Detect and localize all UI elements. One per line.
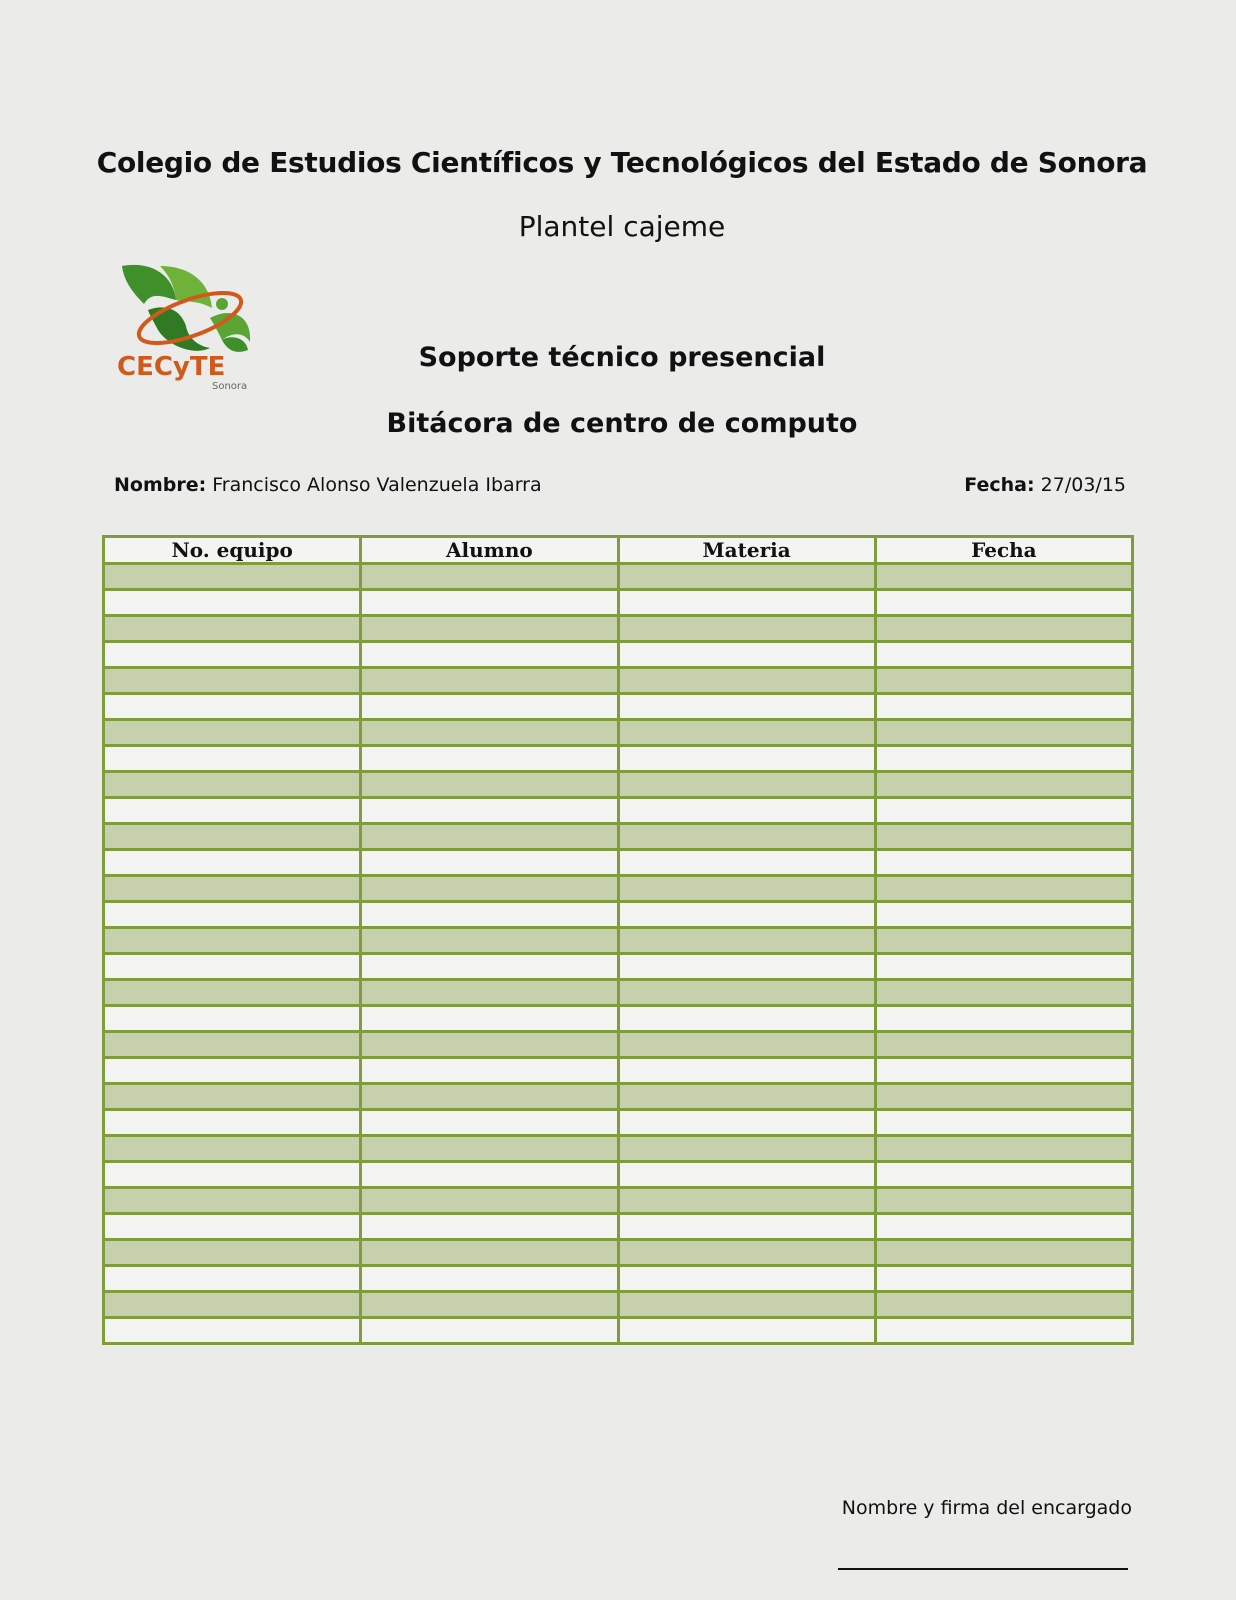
table-row	[104, 1162, 1133, 1188]
table-row	[104, 1058, 1133, 1084]
table-cell[interactable]	[104, 616, 361, 642]
table-row	[104, 1084, 1133, 1110]
logo-region-text: Sonora	[212, 381, 248, 392]
table-cell[interactable]	[618, 902, 875, 928]
signature-label: Nombre y firma del encargado	[841, 1497, 1132, 1519]
table-cell[interactable]	[104, 1292, 361, 1318]
table-cell[interactable]	[618, 798, 875, 824]
table-row	[104, 824, 1133, 850]
table-cell[interactable]	[361, 1292, 618, 1318]
table-cell[interactable]	[361, 798, 618, 824]
table-cell[interactable]	[618, 1214, 875, 1240]
table-cell[interactable]	[361, 928, 618, 954]
table-row	[104, 850, 1133, 876]
table-cell[interactable]	[875, 590, 1132, 616]
table-cell[interactable]	[361, 616, 618, 642]
table-cell[interactable]	[618, 954, 875, 980]
table-cell[interactable]	[875, 720, 1132, 746]
log-table	[102, 535, 1134, 1345]
table-cell[interactable]	[104, 590, 361, 616]
name-label: Nombre:	[114, 474, 207, 496]
table-cell[interactable]	[875, 980, 1132, 1006]
table-cell[interactable]	[104, 1214, 361, 1240]
table-cell[interactable]	[618, 1084, 875, 1110]
table-cell[interactable]	[361, 1240, 618, 1266]
table-row	[104, 1214, 1133, 1240]
column-header-materia: Materia	[618, 537, 875, 564]
table-cell[interactable]	[875, 1136, 1132, 1162]
table-cell[interactable]	[618, 1110, 875, 1136]
table-cell[interactable]	[361, 902, 618, 928]
table-cell[interactable]	[361, 668, 618, 694]
table-cell[interactable]	[875, 694, 1132, 720]
table-cell[interactable]	[104, 720, 361, 746]
table-cell[interactable]	[104, 694, 361, 720]
table-cell[interactable]	[104, 980, 361, 1006]
table-cell[interactable]	[104, 876, 361, 902]
table-cell[interactable]	[361, 1318, 618, 1344]
table-row	[104, 720, 1133, 746]
table-cell[interactable]	[104, 1318, 361, 1344]
table-cell[interactable]	[618, 1318, 875, 1344]
table-cell[interactable]	[104, 1162, 361, 1188]
table-cell[interactable]	[104, 928, 361, 954]
table-cell[interactable]	[618, 1240, 875, 1266]
table-cell[interactable]	[361, 850, 618, 876]
table-cell[interactable]	[875, 1214, 1132, 1240]
name-field	[114, 474, 542, 496]
table-row	[104, 564, 1133, 590]
table-row	[104, 1006, 1133, 1032]
table-cell[interactable]	[104, 1058, 361, 1084]
log-heading: Bitácora de centro de computo	[386, 408, 858, 439]
table-cell[interactable]	[875, 850, 1132, 876]
table-cell[interactable]	[875, 902, 1132, 928]
table-cell[interactable]	[104, 1188, 361, 1214]
table-row	[104, 980, 1133, 1006]
table-row	[104, 668, 1133, 694]
table-cell[interactable]	[104, 564, 361, 590]
table-cell[interactable]	[618, 720, 875, 746]
table-row	[104, 616, 1133, 642]
table-cell[interactable]	[618, 668, 875, 694]
table-cell[interactable]	[618, 928, 875, 954]
table-cell[interactable]	[618, 1162, 875, 1188]
table-row	[104, 694, 1133, 720]
date-field	[964, 474, 1126, 496]
table-cell[interactable]	[104, 1110, 361, 1136]
cecyte-logo-graphic	[114, 260, 264, 400]
table-cell[interactable]	[875, 1084, 1132, 1110]
campus-subtitle: Plantel cajeme	[518, 210, 726, 243]
table-cell[interactable]	[361, 1006, 618, 1032]
table-cell[interactable]	[361, 590, 618, 616]
table-cell[interactable]	[104, 850, 361, 876]
table-cell[interactable]	[618, 1188, 875, 1214]
table-cell[interactable]	[875, 1110, 1132, 1136]
table-cell[interactable]	[104, 824, 361, 850]
log-table-body	[104, 564, 1133, 1344]
table-row	[104, 1266, 1133, 1292]
table-cell[interactable]	[361, 772, 618, 798]
table-row	[104, 1292, 1133, 1318]
table-cell[interactable]	[618, 1136, 875, 1162]
table-cell[interactable]	[618, 642, 875, 668]
table-cell[interactable]	[361, 1162, 618, 1188]
table-cell[interactable]	[104, 1136, 361, 1162]
table-cell[interactable]	[618, 772, 875, 798]
table-row	[104, 954, 1133, 980]
table-cell[interactable]	[875, 798, 1132, 824]
cecyte-logo	[114, 260, 264, 400]
table-cell[interactable]	[618, 746, 875, 772]
table-cell[interactable]	[875, 616, 1132, 642]
table-row	[104, 1136, 1133, 1162]
column-header-equipo: No. equipo	[104, 537, 361, 564]
table-cell[interactable]	[875, 564, 1132, 590]
table-cell[interactable]	[361, 1110, 618, 1136]
table-cell[interactable]	[875, 1058, 1132, 1084]
table-cell[interactable]	[104, 746, 361, 772]
table-cell[interactable]	[875, 1318, 1132, 1344]
table-cell[interactable]	[361, 642, 618, 668]
table-cell[interactable]	[361, 1266, 618, 1292]
table-cell[interactable]	[104, 798, 361, 824]
table-cell[interactable]	[618, 616, 875, 642]
table-cell[interactable]	[618, 694, 875, 720]
table-cell[interactable]	[875, 824, 1132, 850]
table-cell[interactable]	[875, 1240, 1132, 1266]
table-cell[interactable]	[875, 1266, 1132, 1292]
table-cell[interactable]	[875, 746, 1132, 772]
logo-brand-text: CECyTE	[117, 352, 226, 382]
table-cell[interactable]	[104, 1084, 361, 1110]
table-row	[104, 928, 1133, 954]
table-row	[104, 1240, 1133, 1266]
table-cell[interactable]	[361, 1084, 618, 1110]
table-cell[interactable]	[361, 720, 618, 746]
table-cell[interactable]	[618, 824, 875, 850]
table-cell[interactable]	[875, 642, 1132, 668]
table-cell[interactable]	[361, 1214, 618, 1240]
table-cell[interactable]	[361, 1058, 618, 1084]
date-label: Fecha:	[964, 474, 1035, 496]
column-header-fecha: Fecha	[875, 537, 1132, 564]
table-cell[interactable]	[618, 1266, 875, 1292]
table-cell[interactable]	[361, 980, 618, 1006]
table-cell[interactable]	[618, 1058, 875, 1084]
table-cell[interactable]	[618, 1006, 875, 1032]
table-cell[interactable]	[875, 772, 1132, 798]
table-row	[104, 642, 1133, 668]
table-cell[interactable]	[875, 928, 1132, 954]
table-cell[interactable]	[618, 1032, 875, 1058]
table-cell[interactable]	[104, 642, 361, 668]
table-cell[interactable]	[361, 694, 618, 720]
table-cell[interactable]	[875, 876, 1132, 902]
date-value: 27/03/15	[1040, 474, 1126, 496]
table-cell[interactable]	[618, 564, 875, 590]
table-row	[104, 902, 1133, 928]
signature-line[interactable]	[838, 1568, 1128, 1570]
table-cell[interactable]	[361, 1032, 618, 1058]
table-cell[interactable]	[618, 850, 875, 876]
table-cell[interactable]	[361, 1188, 618, 1214]
table-cell[interactable]	[361, 746, 618, 772]
table-row	[104, 1110, 1133, 1136]
table-row	[104, 1032, 1133, 1058]
table-cell[interactable]	[875, 954, 1132, 980]
table-cell[interactable]	[104, 1240, 361, 1266]
table-row	[104, 798, 1133, 824]
table-cell[interactable]	[361, 1136, 618, 1162]
table-cell[interactable]	[104, 954, 361, 980]
name-value: Francisco Alonso Valenzuela Ibarra	[212, 474, 542, 496]
table-cell[interactable]	[875, 668, 1132, 694]
table-row	[104, 876, 1133, 902]
table-header-row	[104, 537, 1133, 564]
table-cell[interactable]	[104, 772, 361, 798]
table-cell[interactable]	[361, 876, 618, 902]
table-cell[interactable]	[618, 980, 875, 1006]
table-row	[104, 772, 1133, 798]
column-header-alumno: Alumno	[361, 537, 618, 564]
table-cell[interactable]	[618, 876, 875, 902]
table-row	[104, 1318, 1133, 1344]
table-cell[interactable]	[361, 954, 618, 980]
table-row	[104, 746, 1133, 772]
table-cell[interactable]	[875, 1292, 1132, 1318]
table-row	[104, 1188, 1133, 1214]
table-cell[interactable]	[618, 1292, 875, 1318]
table-cell[interactable]	[875, 1032, 1132, 1058]
table-cell[interactable]	[104, 1032, 361, 1058]
institution-title: Colegio de Estudios Científicos y Tecnológicos del Estado de Sonora	[96, 146, 1148, 179]
table-cell[interactable]	[875, 1006, 1132, 1032]
table-cell[interactable]	[104, 1006, 361, 1032]
table-row	[104, 590, 1133, 616]
table-cell[interactable]	[104, 902, 361, 928]
table-cell[interactable]	[875, 1188, 1132, 1214]
table-cell[interactable]	[875, 1162, 1132, 1188]
service-heading: Soporte técnico presencial	[418, 342, 826, 373]
table-cell[interactable]	[618, 590, 875, 616]
table-cell[interactable]	[361, 564, 618, 590]
table-cell[interactable]	[361, 824, 618, 850]
table-cell[interactable]	[104, 668, 361, 694]
table-cell[interactable]	[104, 1266, 361, 1292]
